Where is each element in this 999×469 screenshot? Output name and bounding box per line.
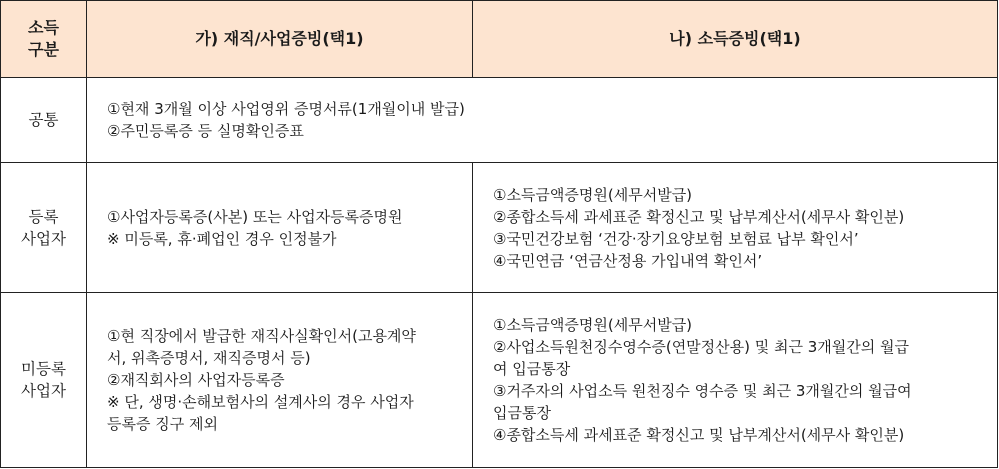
header-category-line1: 소득: [28, 18, 59, 37]
row-unregistered: [1, 293, 998, 468]
list-item: ③거주자의 사업소득 원천징수 영수증 및 최근 3개월간의 월급여: [493, 382, 912, 400]
category-label: 미등록: [21, 360, 66, 378]
header-row: [1, 1, 998, 78]
category-label: 사업자: [21, 382, 66, 400]
list-item: ②주민등록증 등 실명확인증표: [107, 122, 304, 140]
list-item: ①소득금액증명원(세무서발급): [493, 185, 693, 204]
category-label: 등록: [28, 207, 59, 226]
list-item: 서, 위촉증명서, 재직증명서 등): [107, 349, 311, 367]
category-label: 사업자: [21, 229, 66, 248]
list-item: ①현 직장에서 발급한 재직사실확인서(고용계약: [107, 327, 416, 345]
header-col-a: 가) 재직/사업증빙(택1): [87, 1, 473, 78]
header-category-cell: [1, 1, 87, 78]
list-item: ①소득금액증명원(세무서발급): [493, 316, 693, 334]
row-unregistered-category: [1, 293, 87, 468]
list-item: ※ 미등록, 휴·폐업인 경우 인정불가: [107, 229, 337, 248]
row-common-merged-cell: [87, 78, 998, 163]
row-unregistered-col-a: [87, 293, 473, 468]
list-item: ①현재 3개월 이상 사업영위 증명서류(1개월이내 발급): [107, 100, 465, 118]
row-unregistered-col-b: [473, 293, 998, 468]
list-item: ④국민연금 ‘연금산정용 가입내역 확인서’: [493, 251, 763, 270]
list-item: 등록증 징구 제외: [107, 415, 218, 433]
row-common-category: [1, 78, 87, 163]
list-item: 여 입금통장: [493, 360, 571, 378]
list-item: ※ 단, 생명·손해보험사의 설계사의 경우 사업자: [107, 393, 414, 411]
list-item: ②종합소득세 과세표준 확정신고 및 납부계산서(세무사 확인분): [493, 207, 905, 226]
row-registered-col-a: [87, 163, 473, 293]
row-registered: [1, 163, 998, 293]
list-item: ④종합소득세 과세표준 확정신고 및 납부계산서(세무사 확인분): [493, 426, 905, 444]
header-col-b: 나) 소득증빙(택1): [473, 1, 998, 78]
list-item: ③국민건강보험 ‘건강·장기요양보험 보험료 납부 확인서’: [493, 229, 859, 248]
header-category-line2: 구분: [28, 40, 59, 59]
row-registered-col-b: [473, 163, 998, 293]
row-registered-category: [1, 163, 87, 293]
list-item: 입금통장: [493, 404, 551, 422]
list-item: ②재직회사의 사업자등록증: [107, 371, 285, 389]
list-item: ②사업소득원천징수영수증(연말정산용) 및 최근 3개월간의 월급: [493, 338, 910, 356]
category-label: 공통: [28, 111, 59, 129]
row-common: [1, 78, 998, 163]
list-item: ①사업자등록증(사본) 또는 사업자등록증명원: [107, 207, 403, 226]
